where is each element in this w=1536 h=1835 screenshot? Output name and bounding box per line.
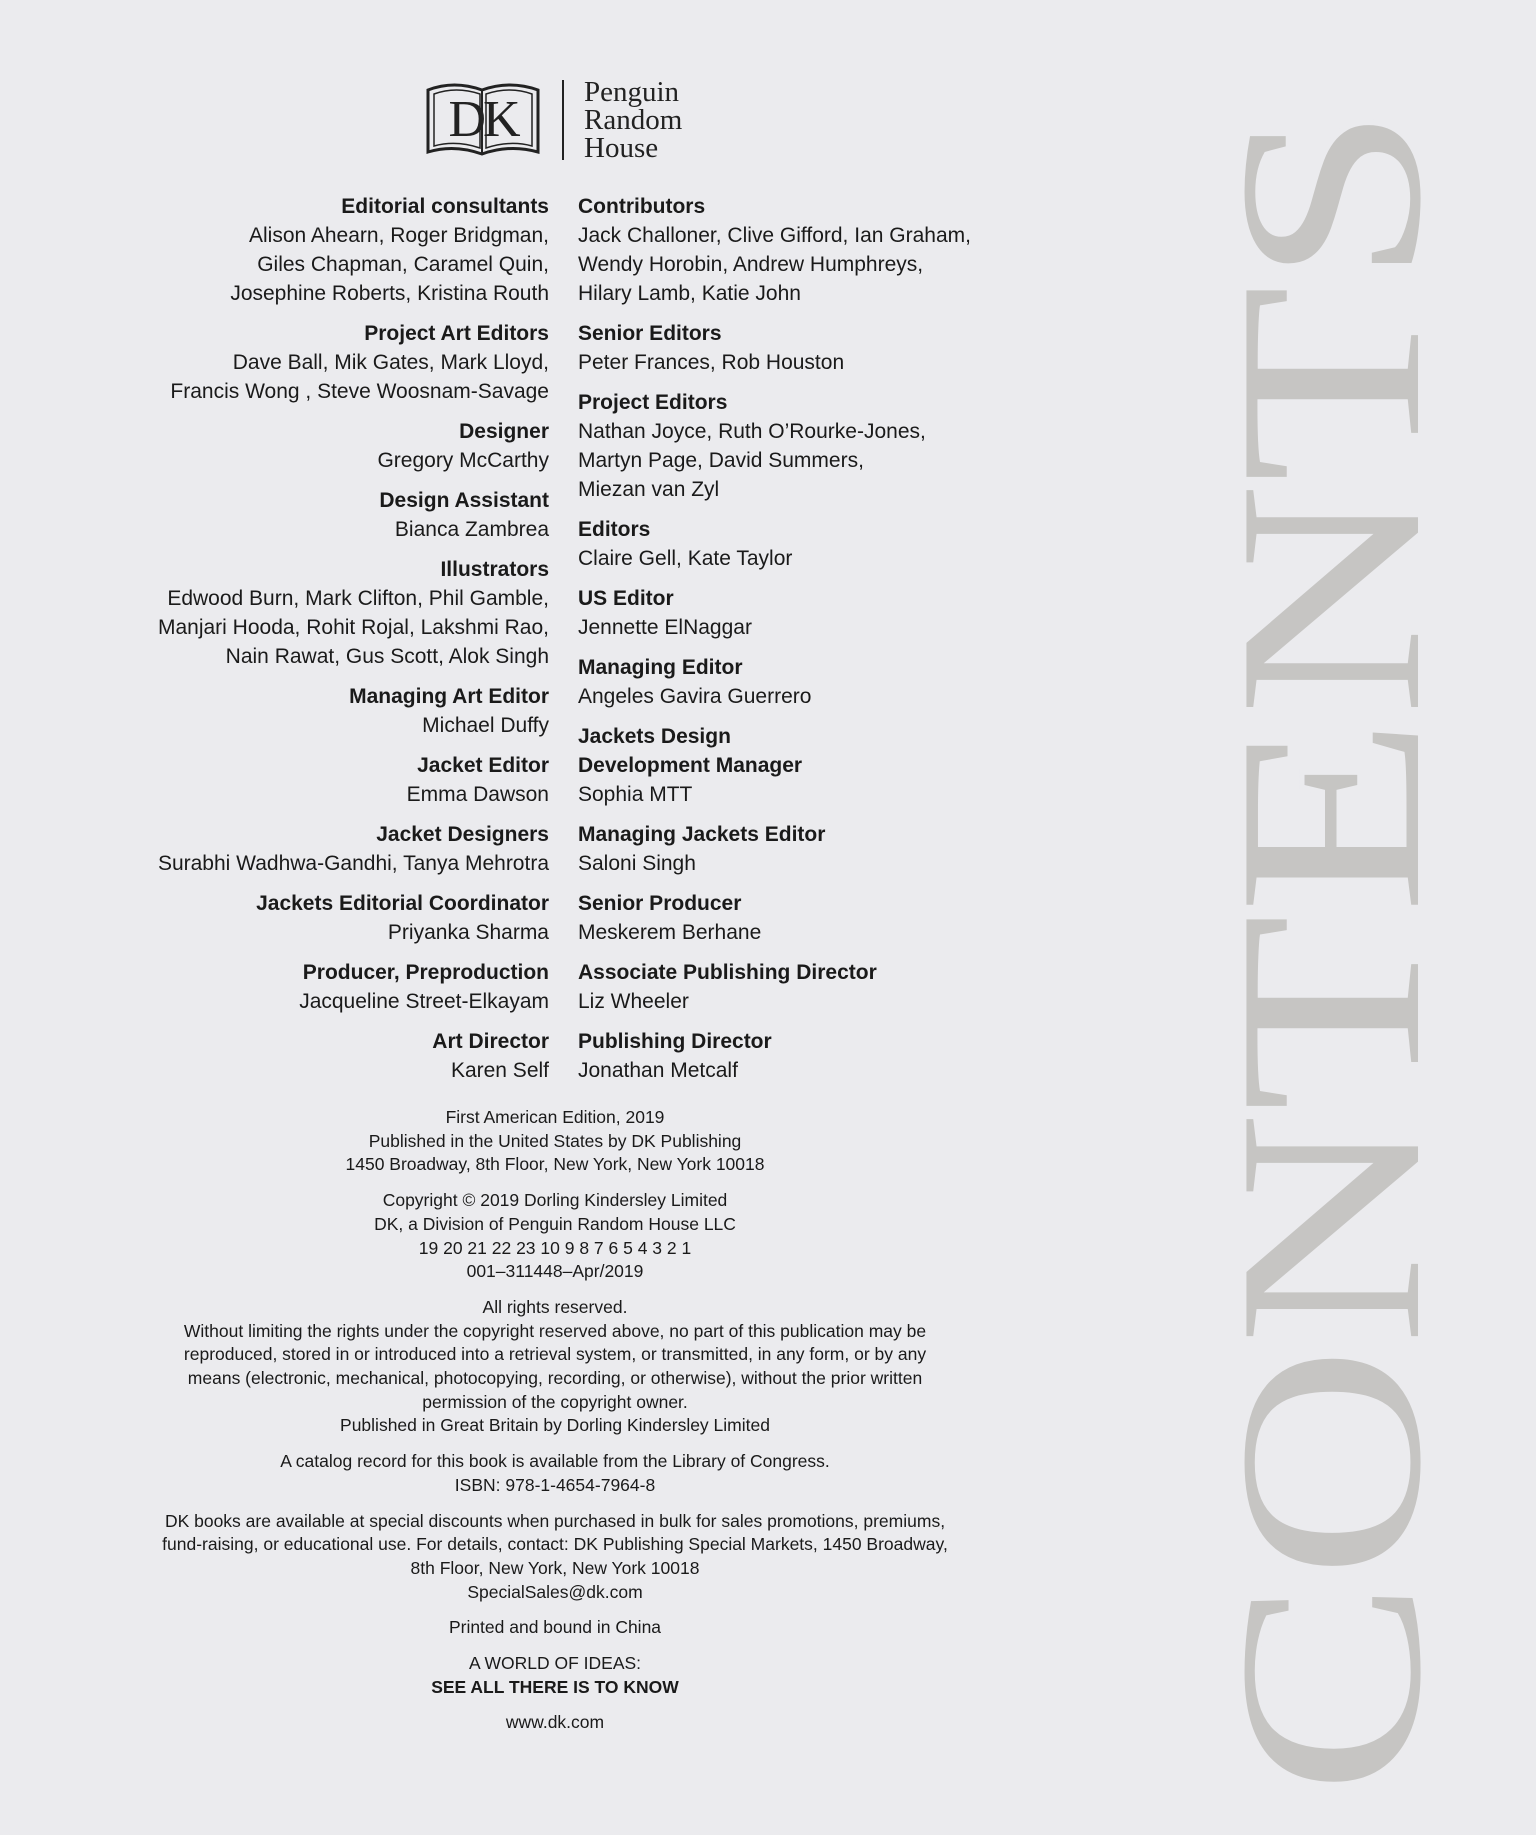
credit-block (109, 417, 549, 475)
imprint-line: Published in the United States by DK Publishing (368, 1130, 742, 1151)
credit-block (109, 958, 549, 1016)
credit-role: Jackets Design Development Manager (578, 725, 803, 777)
credit-role: Senior Editors (578, 322, 722, 345)
imprint-line: fund-raising, or educational use. For details, contact: DK Publishing Special Markets, 1450 Broadway, (162, 1534, 948, 1555)
credit-role: Managing Jackets Editor (578, 823, 826, 846)
credit-names: Bianca Zambrea (394, 518, 549, 541)
imprint-line: ISBN: 978-1-4654-7964-8 (454, 1474, 656, 1495)
credit-names: Jonathan Metcalf (578, 1059, 738, 1082)
imprint-line: reproduced, stored in or introduced into a retrieval system, or transmitted, in any form, or by any (183, 1344, 927, 1365)
website (140, 1711, 970, 1735)
imprint-line: Copyright © 2019 Dorling Kindersley Limited (382, 1190, 728, 1211)
credit-block (578, 1027, 1018, 1085)
credit-block (109, 820, 549, 878)
imprint-line: permission of the copyright owner. (422, 1391, 688, 1412)
credit-block (578, 584, 1018, 642)
credit-block (578, 192, 1018, 308)
side-title-text: CONTENTS (1185, 426, 1475, 1795)
credit-role: Designer (459, 420, 549, 443)
credit-names: Michael Duffy (422, 714, 549, 737)
credit-names: Alison Ahearn, Roger Bridgman, Giles Chapman, Caramel Quin, Josephine Roberts, Kristina Routh (230, 224, 549, 305)
credit-role: Project Art Editors (364, 322, 549, 345)
imprint-groups (140, 1106, 970, 1640)
credit-names: Peter Frances, Rob Houston (578, 351, 845, 374)
credit-names: Gregory McCarthy (377, 449, 549, 472)
dk-mark: DK (448, 91, 518, 148)
credit-names: Sophia MTT (578, 783, 693, 806)
slogan-line: A WORLD OF IDEAS: (468, 1653, 642, 1674)
publisher-logo (424, 78, 724, 163)
credit-role: Senior Producer (578, 892, 742, 915)
credit-names: Claire Gell, Kate Taylor (578, 547, 793, 570)
imprint-line: First American Edition, 2019 (445, 1107, 665, 1127)
credit-role: Associate Publishing Director (578, 961, 877, 984)
credit-role: Illustrators (440, 558, 549, 581)
side-title (1185, 95, 1475, 1795)
imprint-line: 8th Floor, New York, New York 10018 (410, 1557, 700, 1578)
credit-names: Surabhi Wadhwa-Gandhi, Tanya Mehrotra (157, 852, 549, 875)
imprint-line: means (electronic, mechanical, photocopying, recording, or otherwise), without the prior written (187, 1368, 923, 1389)
credit-names: Saloni Singh (578, 852, 696, 875)
credit-role: Jacket Editor (417, 754, 549, 777)
credit-block (109, 751, 549, 809)
credit-block (109, 486, 549, 544)
credit-names: Jacqueline Street-Elkayam (299, 990, 549, 1013)
imprint-line: A catalog record for this book is available from the Library of Congress. (280, 1451, 830, 1472)
credit-role: Publishing Director (578, 1030, 772, 1053)
imprint-line: 1450 Broadway, 8th Floor, New York, New York 10018 (345, 1154, 765, 1175)
credit-block (578, 515, 1018, 573)
imprint-line: DK, a Division of Penguin Random House LLC (374, 1213, 736, 1234)
credit-names: Karen Self (450, 1059, 549, 1082)
credit-role: Editors (578, 518, 651, 541)
slogan (140, 1652, 970, 1699)
credit-role: Contributors (578, 195, 706, 218)
imprint-line: Published in Great Britain by Dorling Kindersley Limited (340, 1415, 770, 1436)
credit-block (109, 1027, 549, 1085)
imprint-line: Without limiting the rights under the copyright reserved above, no part of this publication may be (183, 1320, 927, 1341)
credit-block (109, 555, 549, 671)
imprint-line: Printed and bound in China (448, 1617, 662, 1638)
credit-block (578, 958, 1018, 1016)
credit-role: Jacket Designers (376, 823, 549, 846)
imprint-line: SpecialSales@dk.com (467, 1581, 643, 1602)
credit-names: Edwood Burn, Mark Clifton, Phil Gamble, Manjari Hooda, Rohit Rojal, Lakshmi Rao, Nain Rawat, Gus Scott, Alok Singh (157, 587, 549, 668)
credit-role: Project Editors (578, 391, 728, 414)
credit-names: Liz Wheeler (578, 990, 689, 1013)
imprint-group (140, 1510, 970, 1605)
imprint-group (140, 1106, 970, 1177)
credit-block (578, 319, 1018, 377)
credit-names: Emma Dawson (406, 783, 549, 806)
credit-role: Producer, Preproduction (302, 961, 549, 984)
website-link[interactable]: www.dk.com (505, 1712, 605, 1733)
imprint-group (140, 1296, 970, 1438)
credit-block (109, 889, 549, 947)
credit-block (578, 722, 1018, 809)
credit-names: Dave Ball, Mik Gates, Mark Lloyd, Francis Wong , Steve Woosnam-Savage (170, 351, 549, 403)
imprint-line: All rights reserved. (482, 1296, 628, 1317)
imprint-group (140, 1189, 970, 1284)
logo-divider (562, 80, 564, 160)
credit-names: Angeles Gavira Guerrero (578, 685, 812, 708)
credit-names: Jack Challoner, Clive Gifford, Ian Graham, Wendy Horobin, Andrew Humphreys, Hilary Lamb, Katie John (578, 224, 971, 305)
credit-block (109, 319, 549, 406)
credit-block (578, 889, 1018, 947)
side-title-svg (1185, 95, 1475, 1795)
credit-block (109, 682, 549, 740)
credit-role: US Editor (578, 587, 674, 610)
credit-role: Managing Editor (578, 656, 743, 679)
credit-block (109, 192, 549, 308)
imprint-line: DK books are available at special discounts when purchased in bulk for sales promotions, premiums, (164, 1510, 946, 1531)
dk-book-icon (424, 78, 542, 160)
imprint-line: 001–311448–Apr/2019 (466, 1261, 644, 1282)
credit-block (578, 820, 1018, 878)
credit-names: Nathan Joyce, Ruth O’Rourke-Jones, Martyn Page, David Summers, Miezan van Zyl (578, 420, 926, 501)
credit-role: Editorial consultants (341, 195, 549, 218)
credit-names: Meskerem Berhane (578, 921, 762, 944)
credit-block (578, 388, 1018, 504)
imprint-group (140, 1450, 970, 1497)
credit-role: Design Assistant (379, 489, 549, 512)
credits-left-column (109, 192, 549, 1096)
credit-block (578, 653, 1018, 711)
imprint-line: 19 20 21 22 23 10 9 8 7 6 5 4 3 2 1 (418, 1237, 692, 1258)
credit-names: Priyanka Sharma (387, 921, 549, 944)
credit-names: Jennette ElNaggar (578, 616, 752, 639)
credits-right-column (578, 192, 1018, 1096)
imprint (140, 1106, 970, 1747)
slogan-line: SEE ALL THERE IS TO KNOW (431, 1676, 679, 1697)
imprint-group (140, 1616, 970, 1640)
publisher-name: Penguin Random House (584, 76, 683, 164)
credit-role: Managing Art Editor (349, 685, 549, 708)
credit-role: Art Director (432, 1030, 549, 1053)
credit-role: Jackets Editorial Coordinator (256, 892, 549, 915)
